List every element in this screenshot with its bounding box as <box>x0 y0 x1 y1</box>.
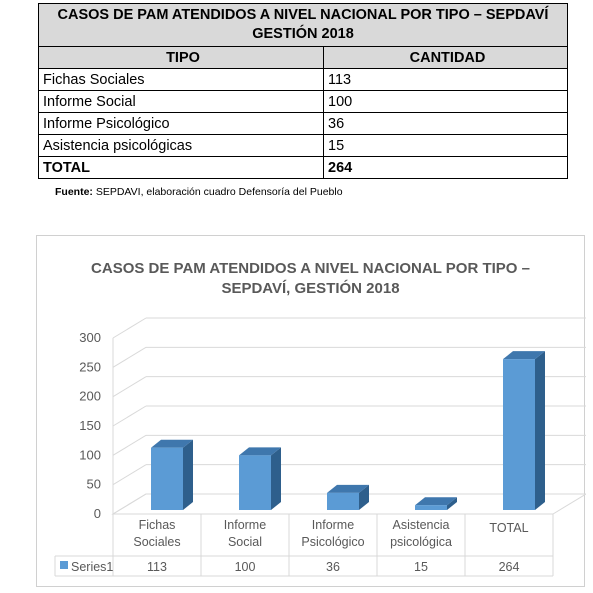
category-label: psicológica <box>390 535 452 549</box>
category-label: Sociales <box>133 535 181 549</box>
source-note <box>55 186 343 198</box>
bar <box>415 505 447 510</box>
bar-side <box>271 447 281 510</box>
y-tick-label: 250 <box>79 359 101 375</box>
y-tick-label: 0 <box>93 506 101 521</box>
cell-cantidad: 36 <box>324 113 568 135</box>
source-text: SEPDAVI, elaboración cuadro Defensoría del Pueblo <box>92 186 343 198</box>
category-label: TOTAL <box>489 521 529 535</box>
bar-side <box>183 440 193 510</box>
bar <box>327 493 359 510</box>
gridline-side <box>113 406 146 426</box>
chart-title-line-2: SEPDAVÍ, GESTIÓN 2018 <box>221 280 400 297</box>
total-value: 264 <box>324 157 568 179</box>
cell-cantidad: 15 <box>324 135 568 157</box>
category-label: Informe <box>223 518 267 532</box>
table-row <box>39 135 568 157</box>
chart-title-line-1: CASOS DE PAM ATENDIDOS A NIVEL NACIONAL POR TIPO – <box>91 260 530 277</box>
cell-tipo: Fichas Sociales <box>39 69 324 91</box>
bar <box>151 448 183 510</box>
gridline-side <box>113 377 146 397</box>
legend-series-label: Series1 <box>71 560 114 574</box>
summary-table <box>38 3 568 179</box>
category-label: Psicológico <box>301 535 365 549</box>
gridline-side <box>113 318 146 338</box>
table-row <box>39 91 568 113</box>
source-label: Fuente: <box>55 186 93 198</box>
bar-chart <box>37 236 586 588</box>
bar <box>239 455 271 510</box>
y-tick-label: 50 <box>86 476 101 492</box>
gridline-side <box>113 465 146 485</box>
cell-tipo: Informe Social <box>39 91 324 113</box>
column-header-tipo: TIPO <box>39 47 324 69</box>
gridline-side <box>113 347 146 367</box>
category-label: Social <box>227 535 263 549</box>
cell-tipo: Asistencia psicológicas <box>39 135 324 157</box>
legend-swatch <box>60 561 68 569</box>
table-row <box>39 113 568 135</box>
table-row <box>39 69 568 91</box>
category-label: Informe <box>311 518 355 532</box>
y-tick-label: 300 <box>79 330 101 345</box>
total-row <box>39 157 568 179</box>
table-title: CASOS DE PAM ATENDIDOS A NIVEL NACIONAL POR TIPO – SEPDAVÍ GESTIÓN 2018 <box>39 4 568 47</box>
y-tick-label: 100 <box>79 447 101 463</box>
category-label: Asistencia <box>392 518 450 532</box>
bar <box>503 359 535 510</box>
total-label: TOTAL <box>39 157 324 179</box>
cell-tipo: Informe Psicológico <box>39 113 324 135</box>
data-value-label: 15 <box>414 560 428 574</box>
data-value-label: 113 <box>147 560 167 574</box>
chart-container <box>36 235 585 587</box>
gridline-side <box>113 435 146 455</box>
data-value-label: 36 <box>326 560 340 574</box>
y-tick-label: 150 <box>79 418 101 433</box>
data-value-label: 100 <box>234 560 256 574</box>
category-label: Fichas <box>138 518 176 532</box>
cell-cantidad: 113 <box>324 69 568 91</box>
data-value-label: 264 <box>498 560 520 574</box>
y-tick-label: 200 <box>79 388 101 404</box>
cell-cantidad: 100 <box>324 91 568 113</box>
bar-side <box>535 351 545 510</box>
column-header-cantidad: CANTIDAD <box>324 47 568 69</box>
